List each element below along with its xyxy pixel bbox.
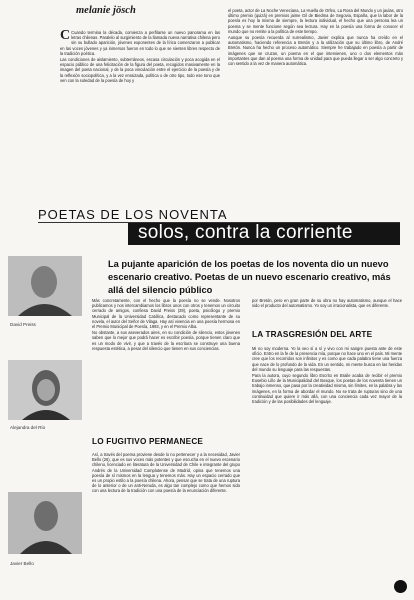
photo-caption: Alejandra del Río	[10, 425, 46, 430]
top-column-left	[60, 30, 220, 192]
paragraph: Para la autora, cuyo segundo libro Escrito en Braile acaba de recibir el premio Eusebio Lillo de la Municipalidad del Bosque, los poetas de los noventa tienen un trabajo inmenso, que pasa por la creatividad misma, sin límites, en la palabra y las imágenes, en la forma de abordar el mundo. No se trata de rupturas sino de una continuidad que quiere ir más allá, con una conciencia cada vez mayor de la tradición y de las posibilidades del lenguaje.	[252, 373, 402, 405]
paragraph: Mi no soy moderna. Yo la veo sí a sí y vivo con mi sangre puesta ante de este oficio. Entro en la fe de la presencia mía, porque no hace uno en el país. Mi mente cree que los recorridos son infinitos y es como que cada palabra tiene una fuerza que nace de lo profundo de la vida. En un sentido, mi mente busca en las heridas del mundo su lenguaje para las respuestas.	[252, 346, 402, 372]
section-kicker: POETAS DE LOS NOVENTA	[38, 207, 228, 222]
subhead-fugitivo: LO FUGITIVO PERMANECE	[92, 437, 204, 446]
paragraph: el poeta, actor de La Noche Veneciana, La Huella de Orfeo, La Rosa del Mundo y un jaulas, otro último premio (quizá) en premios jaime Gil de Biedma de Segovia, España, que la labor de la poesía es hoy la misma de siempre, la lectura individual, el hecho que una persona lea un poema y se mente funcione según sea lectura. Hay en la poesía una forma de conocer el mundo que no remite a la política de este tiempo.	[228, 8, 403, 34]
paragraph: No obstante, a sus aseverados aires, en su condición de silencio, estos jóvenes saben que lo mejor que podrá hacer es escribir poesía, porque tienen claro que es un modo de vivir, y que a través de la escritura se construye una buena respuesta estética, a pesar del silencio que tienen en sus conciencias.	[92, 330, 240, 351]
portrait-image	[8, 492, 82, 554]
mid-column-right	[252, 298, 402, 320]
paragraph: Más concretamente, con el hecho que la poesía no se vende. Nosotros publicamos y nos intercambiamos los libros unos con otros y tenemos un circuito cerrado de amigos, confiesa David Preiss (29), poeta, psicólogo y premio Municipal de la Universidad Católica, destacado como representante de su novela, el autor del Señor de Vilaga. Hay así vivencia en una poesía hermosa en el Premio Municipal de Poesía, 1993, y en el Premio Alba.	[92, 298, 240, 330]
portrait-image	[8, 360, 82, 420]
photo-caption: Javier Bello	[10, 561, 34, 566]
section-title: solos, contra la corriente	[138, 222, 353, 243]
paragraph: por Bretón, pero en gran parte de su obra no hay automatismo, aunque el hace sido el producto del automatismo. Yo soy un irracionalista, que es diferente.	[252, 298, 402, 309]
portrait-image	[8, 256, 82, 316]
paragraph: Así, a través del poema proviene desde lo no pertenecer y a la necesidad, Javier Bello (26), que es sus voces más potentes y que escucha en el nuevo escenario chileno, licenciado en literatura de la Universidad de Chile e integrante del grupo Andrés de la Universidad Complutense de Madrid, opina que tenemos una poesía de sí mismos en la lengua y tenemos más. Hay un espacio cerrado que es un propio estilo a la poesía chilena. Ahora, pensar que se trata de una ruptura de lo anterior o de un anti-Neruda, es algo tan complejo como que hemos sido con una lectura de la tradición con una poesía de la enunciación diferente.	[92, 452, 240, 494]
mid-column-left	[92, 298, 240, 428]
paragraph: Las condiciones de aislamiento, subterráneos, escasa circulación y poca acogida en el espacio público de una felicitación de la figura del poeta, recogidos masivamente en la imagen del poeta nacional, y de la poca vinculación entre el ejercicio de la poesía y de la reflexión sociopolítica, y a la vez enraizada, política o de otro tipo, todo ese tono que ven con la soledad de la poesía de hoy y	[60, 57, 220, 83]
subhead-trasgresion: LA TRASGRESIÓN DEL ARTE	[252, 330, 373, 339]
drop-cap: C	[60, 30, 71, 43]
author-byline: melanie jösch	[76, 5, 136, 16]
paragraph: C Cuando termina la década, comienza a perfilarse un nuevo panorama en las letras chilenas. Paralelo al surgimiento de la llamada nueva narrativa chilena pero sin su bullado aparición, jóvenes exponentes de la lírica comenzaron a publicar en las voces jóvenes y ya inmersos fueron en todo lo que se sienten libres respecto de la tradición poética.	[60, 30, 220, 56]
paragraph: Aunque su poesía recuerda al surrealismo, Javier explica que nunca ha creído en el automatismo, haciendo referencia a Bretón y a la utilización que su último libro, de André Bretón. Nunca ha hecho un proceso automático. Siempre he trabajado en poesía a partir de imágenes que se cruzan, un poema en el que intervienen, uno o dos elementos más importantes que dan al poema una forma de unidad para que pueda llegar a ser algo concreto y con sentido a la vez de manera automática.	[228, 35, 403, 67]
top-column-right	[228, 8, 403, 198]
photo-david-preiss	[8, 256, 82, 316]
photo-caption: David Preiss	[10, 322, 36, 327]
photo-javier-bello	[8, 492, 82, 554]
magazine-logo-icon	[394, 580, 407, 593]
photo-alejandra-del-rio	[8, 360, 82, 420]
lower-column-right	[252, 346, 402, 576]
section-lede: La pujante aparición de los poetas de los noventa dio un nuevo escenario creativo. Poetas de un nuevo escenario creativo, más allá del silencio público	[108, 259, 391, 295]
lower-column-left	[92, 452, 240, 592]
